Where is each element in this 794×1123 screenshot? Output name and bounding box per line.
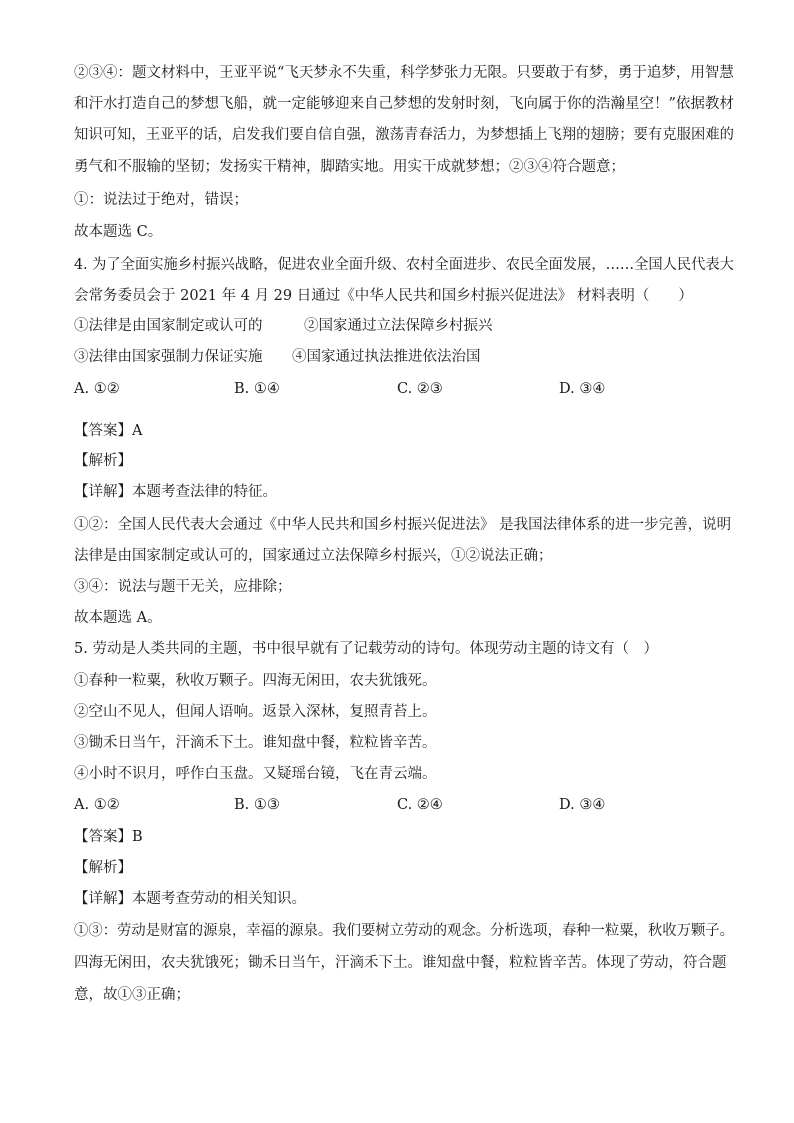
q4-statement-3: ③法律由国家强制力保证实施 [74, 349, 263, 365]
q5-option-a: A. ①② [74, 797, 120, 813]
q5-option-d: D. ③④ [559, 797, 606, 813]
q4-stem-line-2: 会常务委员会于 2021 年 4 月 29 日通过《中华人民共和国乡村振兴促进法》 材料表明（ ） [74, 288, 693, 304]
intro-line-3: 知识可知，王亚平的话，启发我们要自信自强，激荡青春活力，为梦想插上飞翔的翅膀；要有克服困难的 [74, 127, 734, 143]
q4-detail: 【详解】本题考查法律的特征。 [74, 484, 277, 500]
q4-explanation-line-3: ③④：说法与题干无关，应排除； [74, 579, 292, 595]
q5-explanation-line-1: ①③：劳动是财富的源泉，幸福的源泉。我们要树立劳动的观念。分析选项，春种一粒粟，秋收万颗子。 [74, 923, 734, 939]
q4-option-b: B. ①④ [234, 381, 280, 397]
q5-analysis-label: 【解析】 [74, 860, 132, 876]
intro-line-1: ②③④：题文材料中，王亚平说“飞天梦永不失重，科学梦张力无限。只要敢于有梦，勇于追梦，用智慧 [74, 65, 734, 81]
intro-line-5: ①：说法过于绝对，错误； [74, 192, 248, 208]
q5-option-b: B. ①③ [234, 797, 280, 813]
q5-stem: 5. 劳动是人类共同的主题，书中很早就有了记载劳动的诗句。体现劳动主题的诗文有（ ） [74, 641, 658, 657]
q5-statement-2: ②空山不见人，但闻人语响。返景入深林，复照青苔上。 [74, 704, 437, 720]
q5-statement-1: ①春种一粒粟，秋收万颗子。四海无闲田，农夫犹饿死。 [74, 673, 437, 689]
q4-statement-2: ②国家通过立法保障乡村振兴 [304, 318, 493, 334]
q4-option-a: A. ①② [74, 381, 120, 397]
q4-explanation-line-2: 法律是由国家制定或认可的，国家通过立法保障乡村振兴，①②说法正确； [74, 548, 553, 564]
q5-explanation-line-3: 意，故①③正确； [74, 987, 190, 1003]
intro-conclusion: 故本题选 C。 [74, 224, 163, 240]
q4-option-c: C. ②③ [397, 381, 443, 397]
q4-statement-4: ④国家通过执法推进依法治国 [292, 349, 481, 365]
q4-option-d: D. ③④ [559, 381, 606, 397]
q5-statement-3: ③锄禾日当午，汗滴禾下土。谁知盘中餐，粒粒皆辛苦。 [74, 735, 437, 751]
q5-option-c: C. ②④ [397, 797, 443, 813]
q4-answer: 【答案】A [74, 423, 143, 439]
q4-statement-1: ①法律是由国家制定或认可的 [74, 318, 263, 334]
q4-stem-line-1: 4. 为了全面实施乡村振兴战略，促进农业全面升级、农村全面进步、农民全面发展，……全国人民代表大 [74, 257, 734, 273]
q5-detail: 【详解】本题考查劳动的相关知识。 [74, 891, 306, 907]
q4-conclusion: 故本题选 A。 [74, 610, 162, 626]
intro-line-2: 和汗水打造自己的梦想飞船，就一定能够迎来自己梦想的发射时刻，飞向属于你的浩瀚星空！”依据教材 [74, 96, 734, 112]
q5-explanation-line-2: 四海无闲田，农夫犹饿死；锄禾日当午，汗滴禾下土。谁知盘中餐，粒粒皆辛苦。体现了劳动，符合题 [74, 955, 727, 971]
q5-statement-4: ④小时不识月，呼作白玉盘。又疑瑶台镜，飞在青云端。 [74, 766, 437, 782]
intro-line-4: 勇气和不服输的坚韧；发扬实干精神，脚踏实地。用实干成就梦想；②③④符合题意； [74, 159, 625, 175]
q5-answer: 【答案】B [74, 829, 143, 845]
q4-explanation-line-1: ①②：全国人民代表大会通过《中华人民共和国乡村振兴促进法》 是我国法律体系的进一步完善，说明 [74, 517, 732, 533]
q4-analysis-label: 【解析】 [74, 453, 132, 469]
